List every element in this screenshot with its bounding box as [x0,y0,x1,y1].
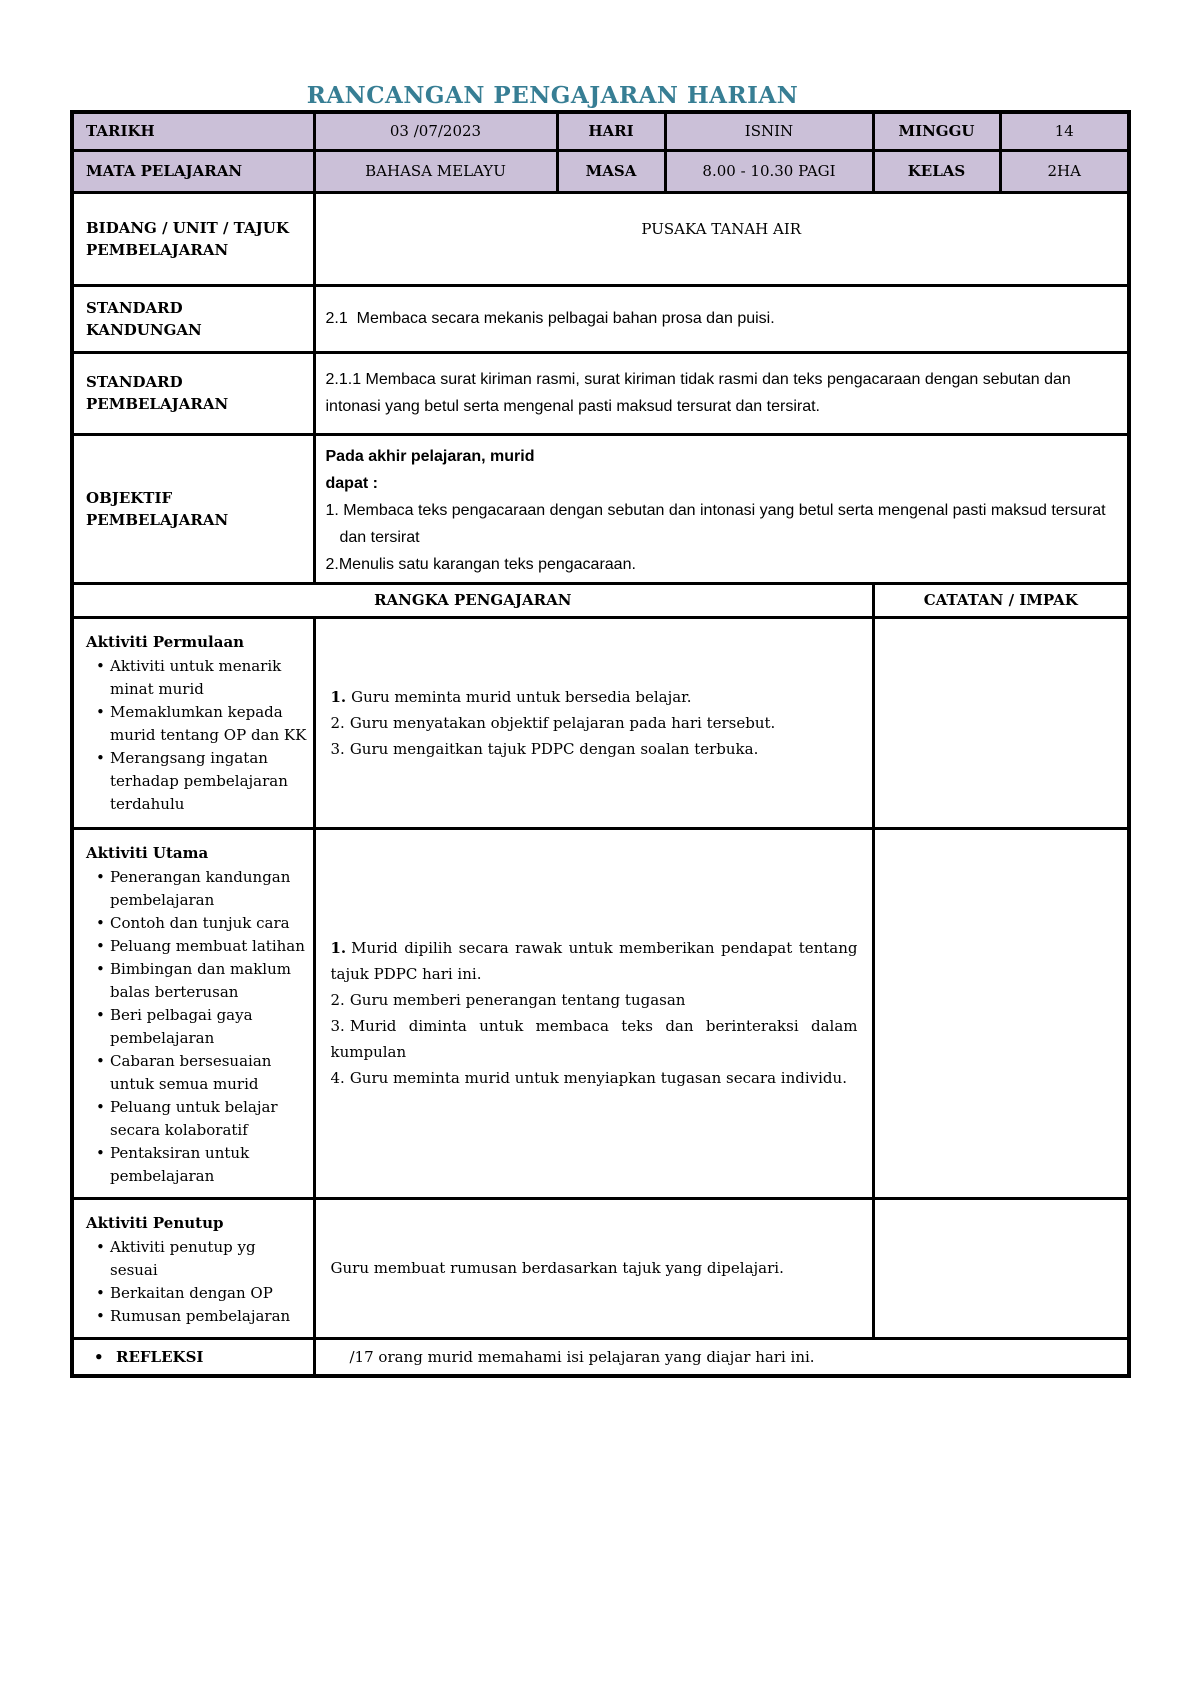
standard-kandungan-value: 2.1 Membaca secara mekanis pelbagai bahan prosa dan puisi. [314,285,1129,352]
step-text: Guru menyatakan objektif pelajaran pada hari tersebut. [349,713,776,732]
mata-pelajaran-value: BAHASA MELAYU [314,150,557,192]
objektif-item-2: 2.Menulis satu karangan teks pengacaraan. [325,555,636,573]
standard-kandungan-row [72,285,1129,352]
step-item [331,710,858,736]
standard-pembelajaran-row [72,352,1129,434]
step-item [331,1013,858,1065]
step-number: 3. [330,1017,345,1035]
list-item: • Contoh dan tunjuk cara [96,912,307,935]
aktiviti-utama-bullets [86,866,307,1188]
list-item: • Rumusan pembelajaran [96,1305,307,1328]
bidang-row [72,192,1129,285]
penutup-note-cell: Guru membuat rumusan berdasarkan tajuk yang dipelajari. [314,1198,873,1338]
section-header-row [72,583,1129,617]
hari-value: ISNIN [665,112,873,150]
standard-kandungan-label: STANDARD KANDUNGAN [72,285,314,352]
list-item: • Berkaitan dengan OP [96,1282,307,1305]
step-item [331,684,858,710]
list-item: • Peluang membuat latihan [96,935,307,958]
aktiviti-penutup-cell [72,1198,314,1338]
step-text: Guru mengaitkan tajuk PDPC dengan soalan terbuka. [349,739,759,758]
aktiviti-permulaan-title: Aktiviti Permulaan [86,632,245,651]
objektif-intro-1: Pada akhir pelajaran, murid [325,447,535,465]
refleksi-label-text: REFLEKSI [116,1347,204,1366]
objektif-value [314,434,1129,583]
hari-label: HARI [557,112,665,150]
aktiviti-penutup-row [72,1198,1129,1338]
aktiviti-permulaan-bullets [86,655,307,816]
list-item: • Bimbingan dan maklum balas berterusan [96,958,307,1004]
aktiviti-penutup-bullets [86,1236,307,1328]
kelas-label: KELAS [873,150,1000,192]
catatan-impak-cell-penutup [873,1198,1129,1338]
list-item: • Cabaran bersesuaian untuk semua murid [96,1050,307,1096]
masa-label: MASA [557,150,665,192]
objektif-intro-2: dapat : [325,474,378,492]
list-item: • Beri pelbagai gaya pembelajaran [96,1004,307,1050]
step-number: 4. [330,1069,345,1087]
aktiviti-penutup-title: Aktiviti Penutup [86,1213,224,1232]
list-item: • Peluang untuk belajar secara kolaboratif [96,1096,307,1142]
list-item: • Pentaksiran untuk pembelajaran [96,1142,307,1188]
step-text: Murid dipilih secara rawak untuk memberikan pendapat tentang tajuk PDPC hari ini. [330,939,858,983]
refleksi-label [72,1338,314,1376]
aktiviti-utama-cell [72,828,314,1198]
step-item [331,1065,858,1091]
mata-pelajaran-label: MATA PELAJARAN [72,150,314,192]
step-item [331,935,858,987]
list-item: • Penerangan kandungan pembelajaran [96,866,307,912]
list-item: • Merangsang ingatan terhadap pembelajaran terdahulu [96,747,307,816]
catatan-impak-cell-permulaan [873,617,1129,828]
objektif-label: OBJEKTIF PEMBELAJARAN [72,434,314,583]
lesson-plan-table [70,110,1131,1378]
step-number: 1. [330,939,347,957]
standard-pembelajaran-label: STANDARD PEMBELAJARAN [72,352,314,434]
list-item: • Aktiviti penutup yg sesuai [96,1236,307,1282]
catatan-impak-header: CATATAN / IMPAK [873,583,1129,617]
permulaan-steps-cell [314,617,873,828]
objektif-item-1: 1. Membaca teks pengacaraan dengan sebutan dan intonasi yang betul serta mengenal pasti maksud tersurat dan tersirat [325,501,1106,546]
refleksi-row [72,1338,1129,1376]
list-item: • Memaklumkan kepada murid tentang OP dan KK [96,701,307,747]
kelas-value: 2HA [1000,150,1129,192]
aktiviti-permulaan-row [72,617,1129,828]
minggu-value: 14 [1000,112,1129,150]
step-item [331,736,858,762]
bidang-label: BIDANG / UNIT / TAJUK PEMBELAJARAN [72,192,314,285]
step-text: Guru meminta murid untuk menyiapkan tugasan secara individu. [349,1069,847,1087]
info-row-1 [72,112,1129,150]
step-number: 2. [330,713,345,732]
aktiviti-permulaan-cell [72,617,314,828]
aktiviti-utama-row [72,828,1129,1198]
utama-steps-cell [314,828,873,1198]
step-text: Guru memberi penerangan tentang tugasan [349,991,686,1009]
minggu-label: MINGGU [873,112,1000,150]
info-row-2 [72,150,1129,192]
tarikh-label: TARIKH [72,112,314,150]
step-text: Guru meminta murid untuk bersedia belajar. [351,687,692,706]
step-number: 3. [330,739,345,758]
aktiviti-utama-title: Aktiviti Utama [86,843,209,862]
list-item: • Aktiviti untuk menarik minat murid [96,655,307,701]
bidang-value: PUSAKA TANAH AIR [314,192,1129,285]
standard-pembelajaran-value: 2.1.1 Membaca surat kiriman rasmi, surat kiriman tidak rasmi dan teks pengacaraan dengan sebutan dan intonasi yang betul serta mengenal pasti maksud tersurat dan tersirat. [314,352,1129,434]
masa-value: 8.00 - 10.30 PAGI [665,150,873,192]
catatan-impak-cell-utama [873,828,1129,1198]
step-number: 2. [330,991,345,1009]
page-title: RANCANGAN PENGAJARAN HARIAN [306,82,799,109]
tarikh-value: 03 /07/2023 [314,112,557,150]
objektif-row [72,434,1129,583]
rangka-pengajaran-header: RANGKA PENGAJARAN [72,583,873,617]
step-item [331,987,858,1013]
refleksi-value: /17 orang murid memahami isi pelajaran yang diajar hari ini. [314,1338,1129,1376]
step-text: Murid diminta untuk membaca teks dan berinteraksi dalam kumpulan [330,1017,858,1061]
step-number: 1. [330,687,347,706]
